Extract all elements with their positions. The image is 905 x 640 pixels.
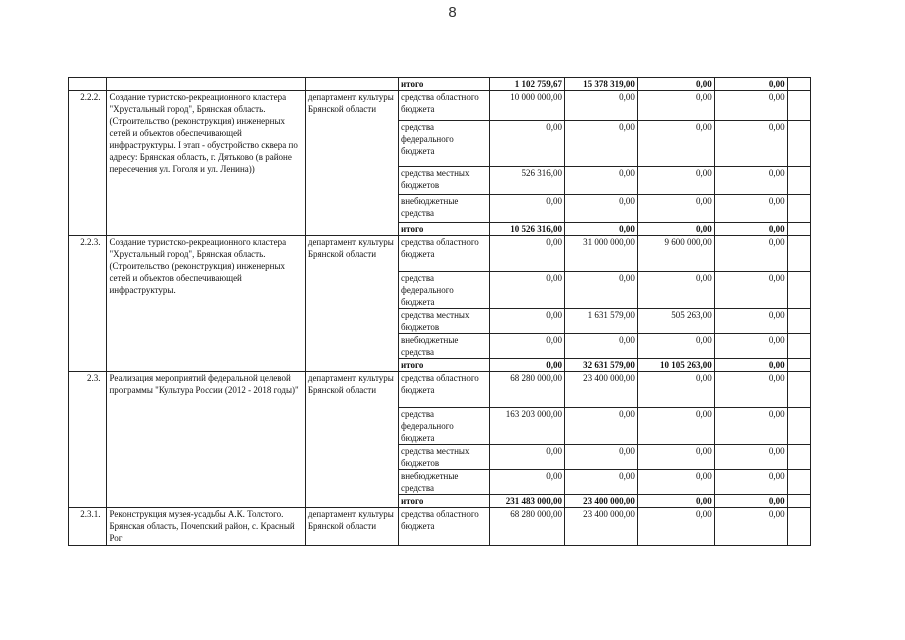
value-cell: 23 400 000,00 [564,508,637,546]
item-code: 2.2.3. [69,236,107,372]
extra-cell [787,359,810,372]
value-cell: 0,00 [564,408,637,445]
funding-source: средства областного бюджета [398,91,489,121]
funding-source: итого [398,495,489,508]
value-cell: 0,00 [490,309,565,334]
value-cell: 0,00 [714,470,787,495]
value-cell: 15 378 319,00 [564,78,637,91]
funding-source: внебюджетные средства [398,334,489,359]
name-cell [107,78,305,91]
value-cell: 0,00 [490,195,565,223]
value-cell: 0,00 [714,359,787,372]
table-row [69,508,811,546]
funding-source: итого [398,359,489,372]
funding-source: средства местных бюджетов [398,167,489,195]
extra-cell [787,445,810,470]
value-cell: 32 631 579,00 [564,359,637,372]
value-cell: 0,00 [490,359,565,372]
value-cell: 0,00 [637,372,714,408]
value-cell: 23 400 000,00 [564,495,637,508]
value-cell: 0,00 [714,508,787,546]
value-cell: 0,00 [564,195,637,223]
value-cell: 0,00 [637,508,714,546]
item-executor: департамент культуры Брянской области [305,508,398,546]
value-cell: 0,00 [564,167,637,195]
extra-cell [787,470,810,495]
budget-table [68,77,811,546]
value-cell: 0,00 [637,272,714,309]
value-cell: 0,00 [564,445,637,470]
item-code: 2.3. [69,372,107,508]
value-cell: 0,00 [637,470,714,495]
value-cell: 0,00 [564,334,637,359]
value-cell: 0,00 [714,272,787,309]
value-cell: 0,00 [490,121,565,167]
item-name: Создание туристско-рекреационного кластера "Хрустальный город", Брянская область. (Строительство (реконструкция) инженерных сетей и объектов обеспечивающей инфраструктуры. [107,236,305,372]
value-cell: 0,00 [490,272,565,309]
value-cell: 0,00 [490,236,565,272]
value-cell: 0,00 [637,334,714,359]
page-number: 8 [448,4,457,21]
value-cell: 0,00 [714,445,787,470]
value-cell: 0,00 [637,408,714,445]
value-cell: 0,00 [714,78,787,91]
funding-source: итого [398,223,489,236]
funding-source: средства областного бюджета [398,372,489,408]
extra-cell [787,121,810,167]
value-cell: 0,00 [714,309,787,334]
value-cell: 0,00 [637,445,714,470]
funding-source: средства местных бюджетов [398,309,489,334]
value-cell: 163 203 000,00 [490,408,565,445]
value-cell: 9 600 000,00 [637,236,714,272]
value-cell: 68 280 000,00 [490,508,565,546]
source-cell: итого [398,78,489,91]
value-cell: 0,00 [564,121,637,167]
extra-cell [787,78,810,91]
value-cell: 231 483 000,00 [490,495,565,508]
value-cell: 0,00 [714,236,787,272]
funding-source: средства федерального бюджета [398,408,489,445]
extra-cell [787,508,810,546]
extra-cell [787,91,810,121]
value-cell: 10 526 316,00 [490,223,565,236]
table-row [69,236,811,272]
value-cell: 0,00 [637,121,714,167]
extra-cell [787,223,810,236]
item-code: 2.2.2. [69,91,107,236]
extra-cell [787,408,810,445]
value-cell: 68 280 000,00 [490,372,565,408]
funding-source: средства местных бюджетов [398,445,489,470]
value-cell: 0,00 [637,195,714,223]
value-cell: 0,00 [714,334,787,359]
value-cell: 0,00 [637,167,714,195]
funding-source: средства федерального бюджета [398,272,489,309]
value-cell: 0,00 [637,78,714,91]
value-cell: 0,00 [490,470,565,495]
extra-cell [787,372,810,408]
item-executor: департамент культуры Брянской области [305,372,398,508]
funding-source: внебюджетные средства [398,470,489,495]
value-cell: 0,00 [714,495,787,508]
value-cell: 0,00 [714,121,787,167]
extra-cell [787,195,810,223]
extra-cell [787,309,810,334]
table-row [69,372,811,408]
extra-cell [787,236,810,272]
value-cell: 1 102 759,67 [490,78,565,91]
table-row [69,91,811,121]
item-name: Реализация мероприятий федеральной целевой программы "Культура России (2012 - 2018 годы)" [107,372,305,508]
funding-source: средства федерального бюджета [398,121,489,167]
value-cell: 0,00 [564,223,637,236]
value-cell: 0,00 [490,445,565,470]
item-executor: департамент культуры Брянской области [305,236,398,372]
value-cell: 0,00 [564,91,637,121]
item-name: Создание туристско-рекреационного кластера "Хрустальный город", Брянская область. (Строительство (реконструкция) инженерных сетей и объектов обеспечивающей инфраструктуры. I этап - обустройство сквера по адресу: Брянская область, г. Дятьково (в районе пересечения ул. Гоголя и ул. Ленина)) [107,91,305,236]
item-name: Реконструкция музея-усадьбы А.К. Толстого. Брянская область, Почепский район, с. Красный Рог [107,508,305,546]
value-cell: 1 631 579,00 [564,309,637,334]
funding-source: средства областного бюджета [398,236,489,272]
value-cell: 0,00 [714,408,787,445]
value-cell: 31 000 000,00 [564,236,637,272]
value-cell: 526 316,00 [490,167,565,195]
item-code: 2.3.1. [69,508,107,546]
value-cell: 0,00 [714,195,787,223]
value-cell: 23 400 000,00 [564,372,637,408]
value-cell: 0,00 [637,91,714,121]
value-cell: 0,00 [714,91,787,121]
item-executor: департамент культуры Брянской области [305,91,398,236]
code-cell [69,78,107,91]
funding-source: внебюджетные средства [398,195,489,223]
extra-cell [787,272,810,309]
table-row-total [69,78,811,91]
value-cell: 0,00 [714,372,787,408]
extra-cell [787,167,810,195]
value-cell: 0,00 [564,470,637,495]
value-cell: 505 263,00 [637,309,714,334]
value-cell: 0,00 [490,334,565,359]
funding-source: средства областного бюджета [398,508,489,546]
extra-cell [787,495,810,508]
extra-cell [787,334,810,359]
value-cell: 0,00 [714,223,787,236]
value-cell: 0,00 [637,223,714,236]
executor-cell [305,78,398,91]
value-cell: 10 105 263,00 [637,359,714,372]
value-cell: 10 000 000,00 [490,91,565,121]
value-cell: 0,00 [564,272,637,309]
value-cell: 0,00 [714,167,787,195]
value-cell: 0,00 [637,495,714,508]
